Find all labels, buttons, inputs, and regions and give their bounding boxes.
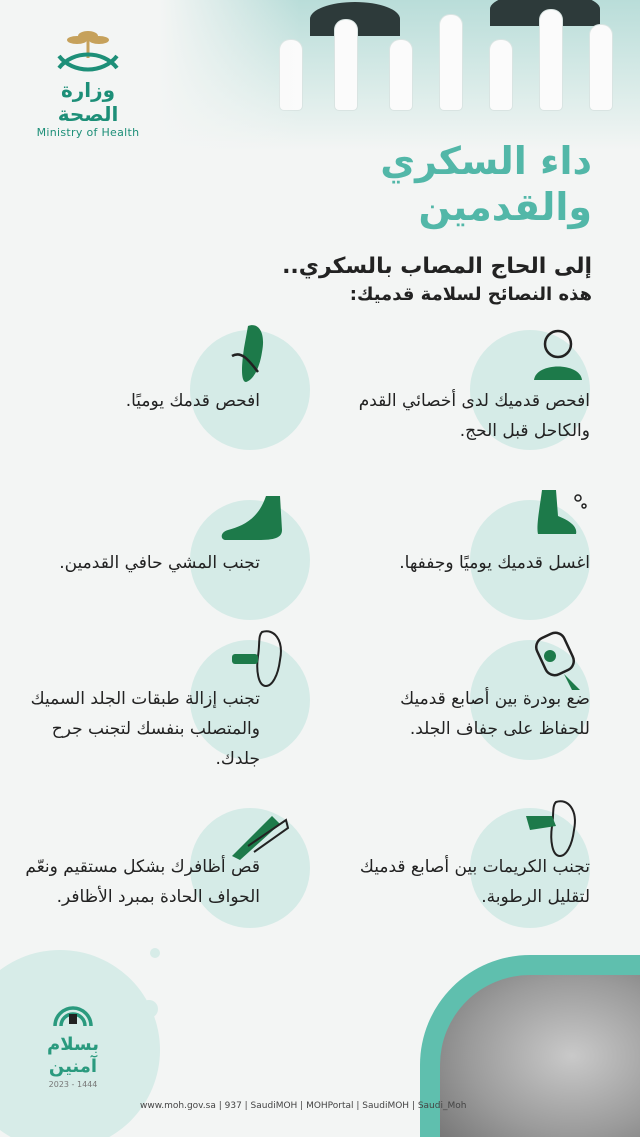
barefoot-icon xyxy=(218,494,288,544)
tip-text: افحص قدميك لدى أخصائي القدم والكاحل قبل الحج. xyxy=(358,391,590,441)
ministry-name-ar: وزارة الصحة xyxy=(57,78,119,126)
intro-line-1: إلى الحاج المصاب بالسكري.. xyxy=(282,254,592,279)
moh-logo xyxy=(28,28,148,139)
tip-text: تجنب المشي حافي القدمين. xyxy=(59,553,260,573)
hand-foot-check-icon xyxy=(228,322,278,386)
pilgrim-figure xyxy=(540,10,562,110)
palm-swords-icon xyxy=(53,28,123,76)
intro-line-2: هذه النصائح لسلامة قدميك: xyxy=(349,284,592,305)
pilgrims-photo xyxy=(160,0,640,150)
tip-text: ضع بودرة بين أصابع قدميك للحفاظ على جفاف الجلد. xyxy=(400,689,590,739)
foot-wash-icon xyxy=(528,486,588,546)
powder-icon xyxy=(528,628,588,692)
deco-dot xyxy=(140,1000,158,1018)
campaign-line-2: آمنين xyxy=(48,1056,98,1077)
photo-fade xyxy=(160,0,300,150)
campaign-years: 2023 - 1444 xyxy=(48,1080,98,1089)
campaign-line-1: بسلام xyxy=(47,1034,99,1055)
feet-image xyxy=(440,975,640,1137)
foot-scrape-icon xyxy=(228,626,288,690)
ministry-name-en: Ministry of Health xyxy=(36,126,140,139)
tip-text: قص أظافرك بشكل مستقيم ونعّم الحواف الحادة بمبرد الأظافر. xyxy=(25,857,260,907)
tip-text: تجنب إزالة طبقات الجلد السميك والمتصلب بنفسك لتجنب جرح جلدك. xyxy=(30,689,260,769)
pilgrim-figure xyxy=(590,25,612,110)
deco-dot xyxy=(150,948,160,958)
footer-contacts: www.moh.gov.sa | 937 | SaudiMOH | MOHPortal | SaudiMOH | Saudi_Moh xyxy=(140,1101,467,1111)
campaign-logo xyxy=(28,990,118,1089)
pilgrim-figure xyxy=(335,20,357,110)
intro-text xyxy=(282,252,592,308)
page-title xyxy=(380,138,592,230)
pilgrim-figure xyxy=(440,15,462,110)
foot-cream-icon xyxy=(522,796,582,860)
tip-text: اغسل قدميك يوميًا وجففها. xyxy=(399,553,590,573)
tip-text: تجنب الكريمات بين أصابع قدميك لتقليل الرطوبة. xyxy=(359,857,590,907)
kaaba-arcs-icon xyxy=(51,990,95,1030)
pilgrim-figure xyxy=(490,40,512,110)
title-line-2: والقدمين xyxy=(418,185,592,229)
person-icon xyxy=(528,322,588,382)
title-line-1: داء السكري xyxy=(380,139,592,183)
tip-text: افحص قدمك يوميًا. xyxy=(125,391,260,411)
pilgrim-figure xyxy=(390,40,412,110)
